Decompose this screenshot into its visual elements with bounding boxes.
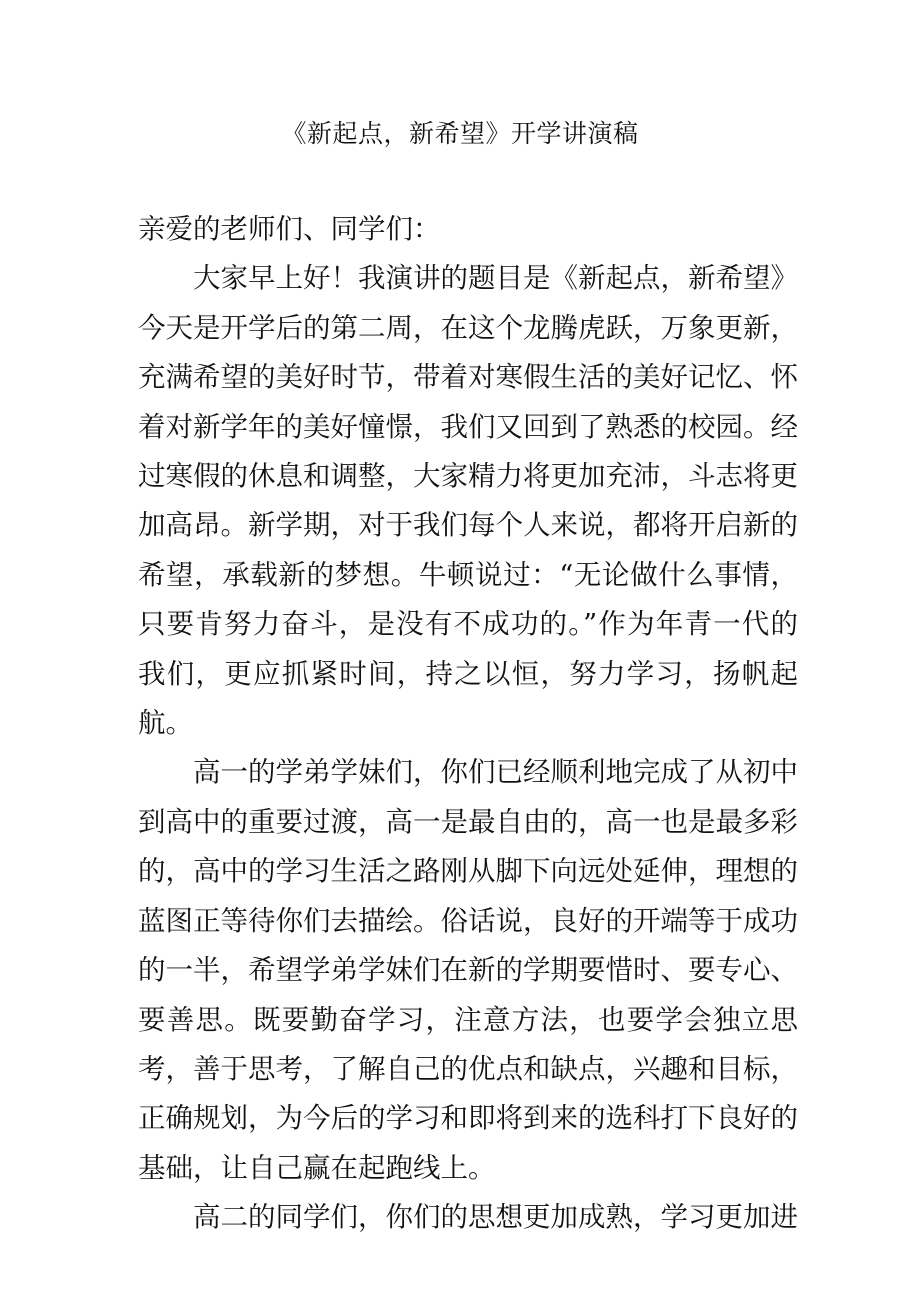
document-title: 《新起点，新希望》开学讲演稿: [281, 119, 639, 148]
document-body: [138, 205, 798, 1243]
paragraph-2: 高一的学弟学妹们，你们已经顺利地完成了从初中到高中的重要过渡，高一是最自由的，高一也是最多彩的，高中的学习生活之路刚从脚下向远处延伸，理想的蓝图正等待你们去描绘。俗话说，良好的开端等于成功的一半，希望学弟学妹们在新的学期要惜时、要专心、要善思。既要勤奋学习，注意方法，也要学会独立思考，善于思考，了解自己的优点和缺点，兴趣和目标，正确规划，为今后的学习和即将到来的选科打下良好的基础，让自己赢在起跑线上。: [138, 756, 798, 1184]
paragraph-3: 高二的同学们，你们的思想更加成熟，学习更加进: [193, 1201, 798, 1234]
greeting-line: 亲爱的老师们、同学们：: [138, 213, 441, 245]
paragraph-1: 大家早上好！我演讲的题目是《新起点，新希望》今天是开学后的第二周，在这个龙腾虎跃，万象更新，充满希望的美好时节，带着对寒假生活的美好记忆、怀着对新学年的美好憧憬，我们又回到了熟悉的校园。经过寒假的休息和调整，大家精力将更加充沛，斗志将更加高昂。新学期，对于我们每个人来说，都将开启新的希望，承载新的梦想。牛顿说过：“无论做什么事情，只要肯努力奋斗，是没有不成功的。”作为年青一代的我们，更应抓紧时间，持之以恒，努力学习，扬帆起航。: [138, 262, 798, 740]
